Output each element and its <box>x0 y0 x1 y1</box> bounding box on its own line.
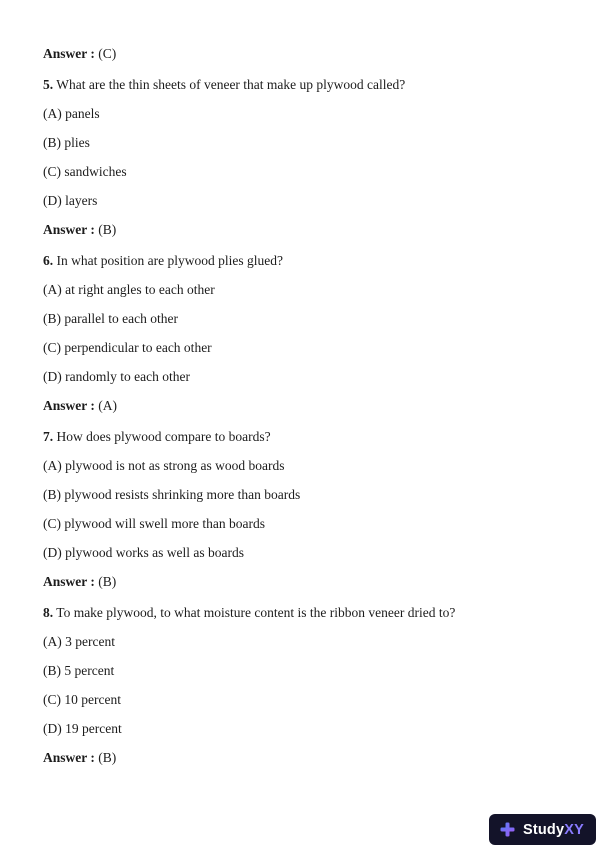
option-text: perpendicular to each other <box>64 340 212 355</box>
option-letter: (D) <box>43 721 62 736</box>
option-line <box>43 282 572 298</box>
option-text: plies <box>64 135 90 150</box>
question-block-5 <box>43 77 572 238</box>
question-text: 6. In what position are plywood plies glued? <box>43 253 283 268</box>
option-text: parallel to each other <box>64 311 178 326</box>
question-block-7 <box>43 429 572 590</box>
option-letter: (D) <box>43 193 62 208</box>
question-text: 5. What are the thin sheets of veneer that make up plywood called? <box>43 77 406 92</box>
option-text: randomly to each other <box>65 369 190 384</box>
option-text: 19 percent <box>65 721 122 736</box>
question-number: 7. <box>43 429 54 444</box>
question-block-8 <box>43 605 572 766</box>
studyxy-badge <box>489 814 596 845</box>
answer-line <box>43 574 572 590</box>
option-line <box>43 721 572 737</box>
option-letter: (A) <box>43 106 62 121</box>
answer-label: Answer : <box>43 46 95 61</box>
option-line <box>43 193 572 209</box>
answer-line <box>43 750 572 766</box>
option-text: 10 percent <box>64 692 121 707</box>
option-text: 3 percent <box>65 634 115 649</box>
option-line <box>43 369 572 385</box>
option-text: 5 percent <box>64 663 115 678</box>
option-line <box>43 106 572 122</box>
option-line <box>43 516 572 532</box>
option-text: plywood works as well as boards <box>65 545 244 560</box>
question-number: 5. <box>43 77 54 92</box>
answer-value: (C) <box>98 46 117 61</box>
option-letter: (A) <box>43 634 62 649</box>
option-text: panels <box>65 106 100 121</box>
option-line <box>43 487 572 503</box>
answer-value: (B) <box>98 222 117 237</box>
option-line <box>43 634 572 650</box>
option-letter: (A) <box>43 282 62 297</box>
option-letter: (B) <box>43 663 61 678</box>
option-line <box>43 311 572 327</box>
option-letter: (D) <box>43 545 62 560</box>
option-text: plywood is not as strong as wood boards <box>65 458 285 473</box>
answer-line <box>43 398 572 414</box>
option-text: layers <box>65 193 98 208</box>
question-block-6 <box>43 253 572 414</box>
question-text: 7. How does plywood compare to boards? <box>43 429 271 444</box>
question-number: 8. <box>43 605 54 620</box>
intro-answer-line <box>43 46 572 62</box>
plus-icon <box>499 821 516 838</box>
option-letter: (B) <box>43 311 61 326</box>
option-line <box>43 164 572 180</box>
answer-value: (A) <box>98 398 117 413</box>
brand-name: StudyXY <box>522 821 584 838</box>
answer-line <box>43 222 572 238</box>
answer-label: Answer : <box>43 574 95 589</box>
option-text: plywood resists shrinking more than boards <box>64 487 301 502</box>
option-line <box>43 545 572 561</box>
option-letter: (A) <box>43 458 62 473</box>
option-text: plywood will swell more than boards <box>64 516 265 531</box>
option-letter: (C) <box>43 164 61 179</box>
answer-label: Answer : <box>43 222 95 237</box>
option-line <box>43 340 572 356</box>
answer-value: (B) <box>98 574 117 589</box>
option-letter: (C) <box>43 516 61 531</box>
answer-value: (B) <box>98 750 117 765</box>
option-text: at right angles to each other <box>65 282 215 297</box>
option-letter: (C) <box>43 340 61 355</box>
answer-label: Answer : <box>43 750 95 765</box>
option-text: sandwiches <box>64 164 127 179</box>
option-letter: (D) <box>43 369 62 384</box>
option-line <box>43 663 572 679</box>
question-text: 8. To make plywood, to what moisture content is the ribbon veneer dried to? <box>43 605 456 620</box>
option-line <box>43 692 572 708</box>
answer-label: Answer : <box>43 398 95 413</box>
option-line <box>43 135 572 151</box>
option-letter: (B) <box>43 135 61 150</box>
option-letter: (C) <box>43 692 61 707</box>
question-number: 6. <box>43 253 54 268</box>
option-letter: (B) <box>43 487 61 502</box>
option-line <box>43 458 572 474</box>
